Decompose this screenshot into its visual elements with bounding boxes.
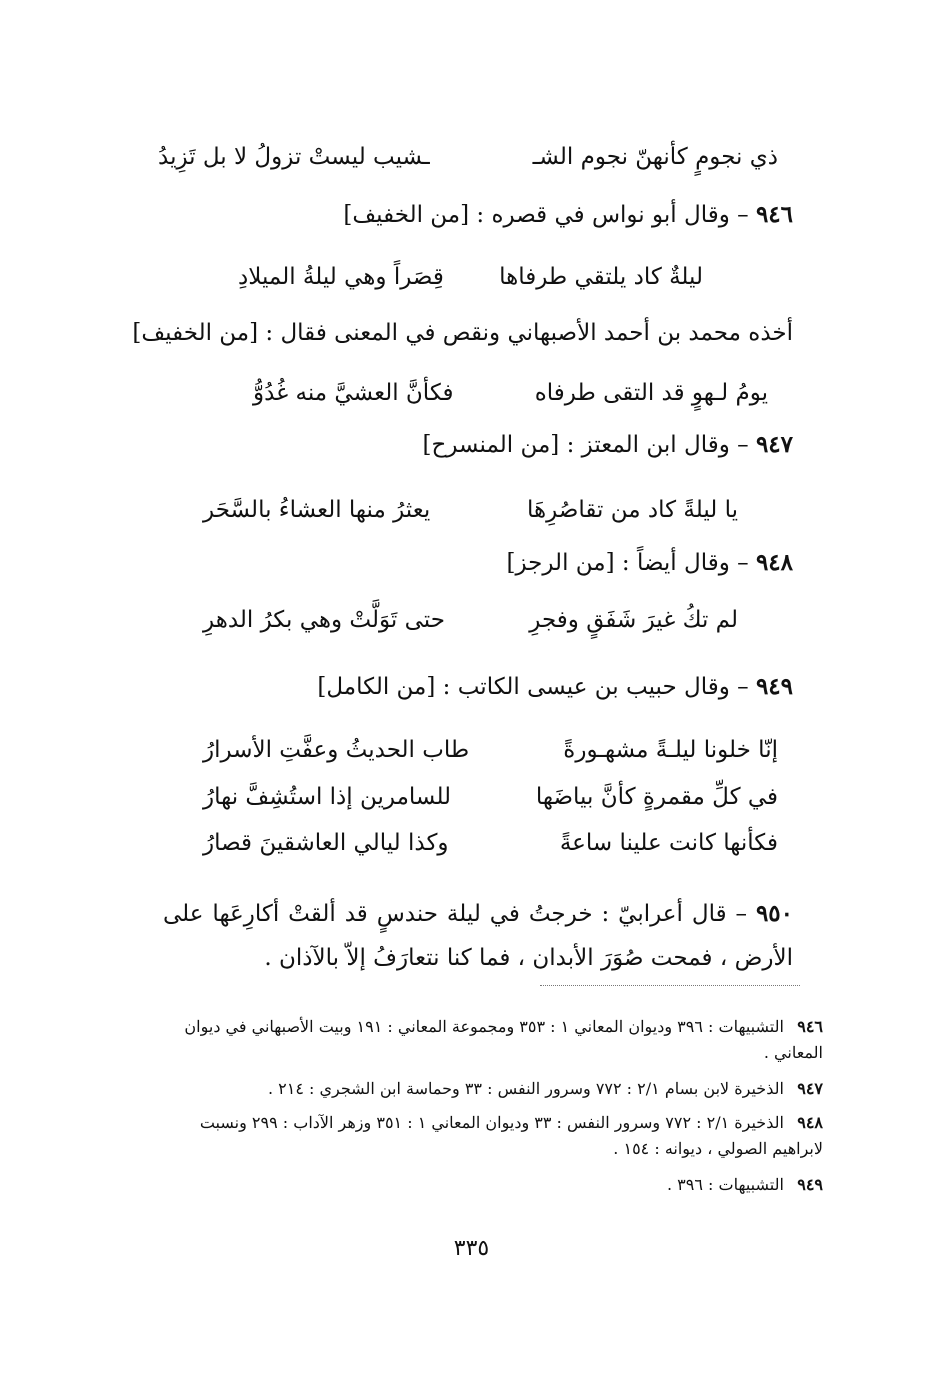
verse-first-hemistich: يومُ لـهوٍ قد التقى طرفاه bbox=[534, 380, 768, 406]
verse-first-hemistich: فكأنها كانت علينا ساعةً bbox=[559, 830, 778, 856]
entry-heading-text: – وقال أبو نواس في قصره : [من الخفيف] bbox=[343, 202, 749, 228]
footnote-text: الذخيرة ٢/١ : ٧٧٢ وسرور النفس : ٣٣ وديوان المعاني ١ : ٣٥١ وزهر الآداب : ٢٩٩ ونسبت لابراهيم الصولي ، ديوانه : ١٥٤ . bbox=[199, 1113, 823, 1158]
entry-number: ٩٤٨ bbox=[755, 549, 793, 576]
entry-number: ٩٥٠ bbox=[755, 900, 793, 927]
entry-heading-text: – وقال أيضاً : [من الرجز] bbox=[506, 550, 749, 576]
entry-heading-text: – وقال حبيب بن عيسى الكاتب : [من الكامل] bbox=[317, 674, 749, 700]
footnote-number: ٩٤٩ bbox=[797, 1175, 823, 1194]
verse-second-hemistich: حتى تَوَلَّتْ وهي بكرُ الدهرِ bbox=[203, 607, 445, 633]
verse-first-hemistich: يا ليلةً كاد من تقاصُرِهَا bbox=[527, 497, 738, 523]
entry-heading-947 bbox=[423, 430, 794, 460]
verse-first-hemistich: لم تكُ غيرَ شَفَقٍ وفجرِ bbox=[529, 607, 738, 633]
footnote bbox=[163, 1172, 823, 1198]
entry-heading-948 bbox=[506, 548, 793, 578]
footnote bbox=[163, 1014, 823, 1066]
footnote bbox=[163, 1076, 823, 1102]
verse-second-hemistich: ـشيب ليستْ تزولُ لا بل تَزِيدُ bbox=[158, 144, 430, 170]
verse-second-hemistich: قِصَراً وهي ليلةُ الميلادِ bbox=[238, 264, 444, 290]
verse-second-hemistich: طاب الحديثُ وعفَّتِ الأسرارُ bbox=[203, 737, 470, 763]
footnote-number: ٩٤٦ bbox=[797, 1017, 823, 1036]
verse-second-hemistich: يعثرُ منها العشاءُ بالسَّحَر bbox=[203, 497, 431, 523]
verse-second-hemistich: للسامرين إذا استُشِفَّ نهارُ bbox=[203, 784, 452, 810]
page-number: ٣٣٥ bbox=[453, 1236, 490, 1261]
footnote-number: ٩٤٧ bbox=[797, 1079, 823, 1098]
verse-first-hemistich: ذي نجومٍ كأنهنّ نجوم الشـ bbox=[532, 144, 778, 170]
entry-heading-946 bbox=[343, 200, 793, 230]
entry-number: ٩٤٦ bbox=[755, 201, 793, 228]
verse-first-hemistich: ليلةٌ كاد يلتقي طرفاها bbox=[499, 264, 703, 290]
entry-heading-text: – وقال ابن المعتز : [من المنسرح] bbox=[422, 432, 749, 458]
footnote-text: التشبيهات : ٣٩٦ وديوان المعاني ١ : ٣٥٣ ومجموعة المعاني : ١٩١ وبيت الأصبهاني في ديوان المعاني . bbox=[184, 1017, 823, 1062]
entry-heading-949 bbox=[317, 672, 793, 702]
prose-text: – قال أعرابيّ : خرجتُ في ليلة حندسٍ قد ألقتْ أكارِعَها على الأرض ، فمحت صُوَرَ الأبدان ، فما كنا نتعارَفُ إلاّ بالآذان . bbox=[163, 901, 793, 971]
footnote-text: الذخيرة لابن بسام ٢/١ : ٧٧٢ وسرور النفس : ٣٣ وحماسة ابن الشجري : ٢١٤ . bbox=[267, 1079, 784, 1098]
verse-second-hemistich: وكذا ليالي العاشقينَ قصارُ bbox=[203, 830, 449, 856]
verse-first-hemistich: في كلِّ مقمرةٍ كأنَّ بياضَها bbox=[535, 784, 778, 810]
footnote-number: ٩٤٨ bbox=[797, 1113, 823, 1132]
verse-second-hemistich: فكأنَّ العشيَّ منه غُدُوُّ bbox=[253, 380, 454, 406]
footnote bbox=[163, 1110, 823, 1162]
entry-heading-946b bbox=[132, 318, 793, 348]
entry-number: ٩٤٧ bbox=[755, 431, 793, 458]
footnote-separator bbox=[540, 985, 800, 986]
verse-first-hemistich: إنّا خلونا ليلـةً مشهـورةً bbox=[563, 737, 778, 763]
entry-heading-text: أخذه محمد بن أحمد الأصبهاني ونقص في المعنى فقال : [من الخفيف] bbox=[132, 320, 793, 346]
entry-number: ٩٤٩ bbox=[755, 673, 793, 700]
footnote-text: التشبيهات : ٣٩٦ . bbox=[667, 1175, 784, 1194]
prose-entry-950 bbox=[163, 892, 793, 980]
